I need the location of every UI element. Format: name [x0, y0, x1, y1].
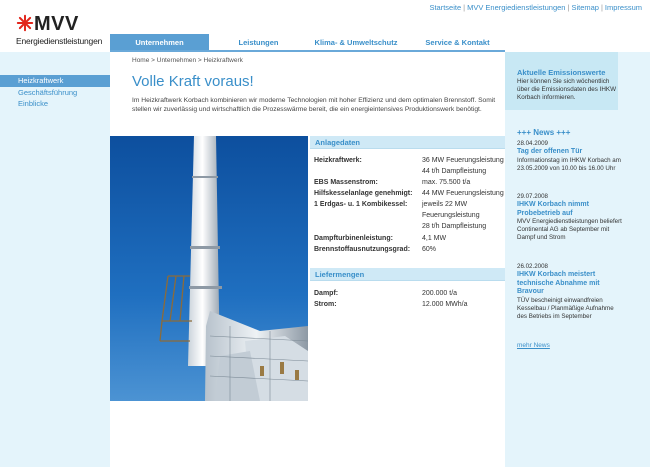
emission-title[interactable]: Aktuelle Emissionswerte — [517, 68, 606, 77]
toplink-mvv-energiedienstleistungen[interactable]: MVV Energiedienstleistungen — [467, 3, 566, 12]
logo-subtitle: Energiedienstleistungen — [16, 36, 103, 46]
top-links — [429, 3, 642, 12]
news-date: 29.07.2008 — [517, 193, 548, 200]
toplink-startseite[interactable]: Startseite — [429, 3, 462, 12]
news-item — [517, 193, 622, 243]
news-item — [517, 263, 622, 321]
emission-box[interactable] — [505, 52, 618, 110]
chimney-photo — [110, 136, 308, 401]
toplink-impressum[interactable]: Impressum — [604, 3, 642, 12]
main-content — [110, 52, 505, 467]
star-logo-icon — [16, 14, 34, 32]
spec-value: 12.000 MWh/a — [422, 301, 468, 308]
divider: | — [463, 3, 466, 12]
spec-value: 60% — [422, 246, 437, 253]
sidebar-item-einblicke[interactable]: Einblicke — [18, 99, 49, 108]
news-title-link[interactable]: IHKW Korbach meistert technische Abnahme mit Bravour — [517, 271, 600, 295]
spec-value: 44 MW Feuerungsleistung — [422, 190, 504, 197]
spec-label: Strom: — [314, 301, 337, 308]
emission-text: Hier können Sie sich wöchentlich über die Emissionsdaten des IHKW Korbach informieren. — [517, 78, 617, 101]
toplink-sitemap[interactable]: Sitemap — [571, 3, 599, 12]
intro-text: Im Heizkraftwerk Korbach kombinieren wir moderne Technologien mit hoher Effizienz und dem optimalen Brennstoff. Somit stellen wir zuverlässig und wirtschaftlich die Prozesswärme bereit, die ein energieintensives Produktionswerk benötigt. — [132, 97, 496, 114]
news-date: 26.02.2008 — [517, 263, 548, 270]
spec-value: 44 t/h Dampfleistung — [422, 168, 487, 175]
news-item — [517, 140, 622, 173]
tab-leistungen[interactable]: Leistungen — [238, 38, 279, 47]
spec-value: max. 75.500 t/a — [422, 179, 471, 186]
news-text: TÜV bescheinigt einwandfreien Kesselbau / Planmäßige Aufnahme des Betriebs im September — [517, 296, 614, 320]
mvv-logo[interactable] — [16, 14, 106, 50]
sidebar — [0, 75, 110, 109]
spec-label: Dampf: — [314, 290, 339, 297]
logo-wordmark: MVV — [34, 13, 79, 35]
news-heading: +++ News +++ — [517, 128, 571, 137]
spec-value: Feuerungsleistung — [422, 212, 480, 219]
spec-value: jeweils 22 MW — [422, 201, 468, 208]
news-text: Informationstag im IHKW Korbach am 23.05.2009 von 10.00 bis 16.00 Uhr — [517, 156, 621, 172]
liefermengen-heading: Liefermengen — [310, 268, 505, 281]
spec-label: EBS Massenstrom: — [314, 179, 378, 186]
right-column — [505, 52, 650, 467]
spec-label: Dampfturbinenleistung: — [314, 235, 393, 242]
news-title-link[interactable]: IHKW Korbach nimmt Probebetrieb auf — [517, 201, 589, 217]
tab-service-kontakt[interactable]: Service & Kontakt — [425, 38, 490, 47]
spec-value: 4,1 MW — [422, 235, 447, 242]
news-date: 28.04.2009 — [517, 140, 548, 147]
spec-label: 1 Erdgas- u. 1 Kombikessel: — [314, 201, 408, 208]
anlagedaten-heading: Anlagedaten — [310, 136, 505, 149]
spec-value: 36 MW Feuerungsleistung — [422, 157, 504, 164]
page-title: Volle Kraft voraus! — [132, 73, 254, 90]
news-title-link[interactable]: Tag der offenen Tür — [517, 148, 583, 155]
spec-value: 200.000 t/a — [422, 290, 458, 297]
spec-label: Heizkraftwerk: — [314, 157, 362, 164]
spec-label: Hilfskesselanlage genehmigt: — [314, 190, 413, 197]
divider: | — [567, 3, 570, 12]
spec-value: 28 t/h Dampfleistung — [422, 223, 487, 230]
divider: | — [600, 3, 603, 12]
tab-klima-umweltschutz[interactable]: Klima- & Umweltschutz — [314, 38, 398, 47]
breadcrumb: Home > Unternehmen > Heizkraftwerk — [132, 57, 243, 64]
sidebar-item-heizkraftwerk[interactable]: Heizkraftwerk — [0, 75, 110, 87]
news-text: MVV Energiedienstleistungen beliefert Continental AG ab September mit Dampf und Strom — [517, 218, 622, 242]
more-news-link[interactable]: mehr News — [517, 342, 550, 349]
sidebar-item-geschaeftsfuehrung[interactable]: Geschäftsführung — [18, 88, 78, 97]
spec-label: Brennstoffausnutzungsgrad: — [314, 246, 411, 253]
tab-unternehmen[interactable]: Unternehmen — [110, 34, 209, 51]
